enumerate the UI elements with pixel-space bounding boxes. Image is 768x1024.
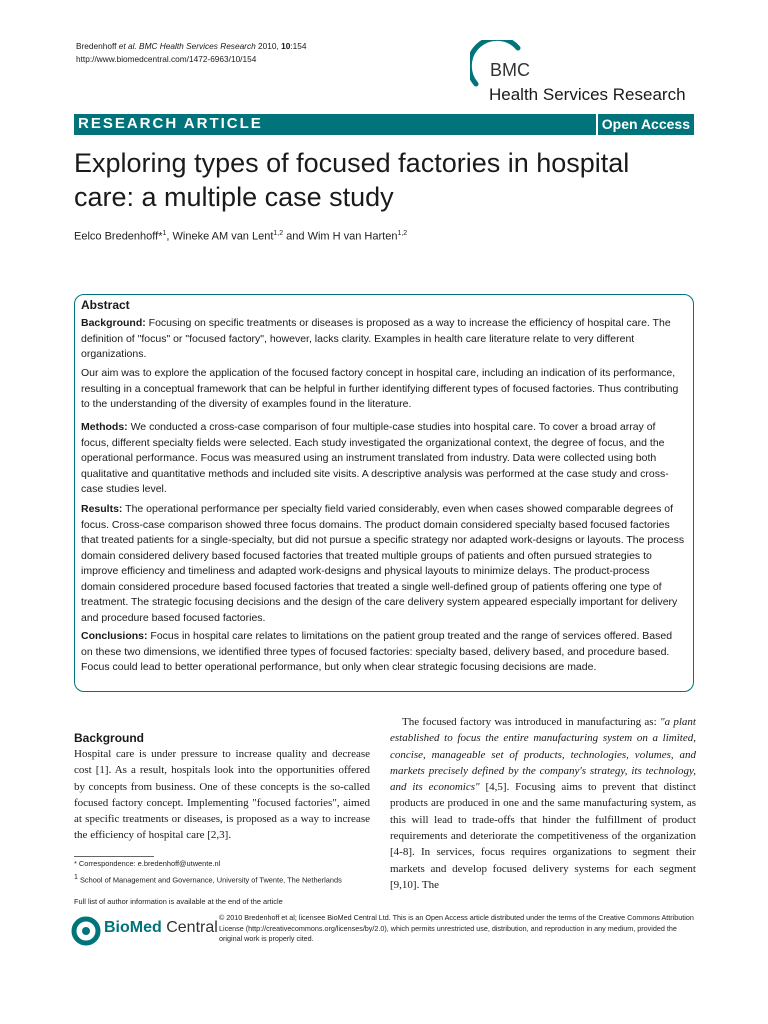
citation-journal: et al. BMC Health Services Research <box>116 41 256 51</box>
author-1-affiliation: 1 <box>162 230 167 237</box>
abstract-results-text: The operational performance per specialty field varied considerably, even when cases showed comparable degrees of focus. Cross-case comparison showed three focus domains. The product domain considered specialty based focused factories that treated patients for a single-specialty, but did not pursue a specific strategy nor adapted work-designs or layouts. The process domain considered delivery based focused factories that treated multiple groups of patients and often pursued strategies to improve efficiency and timeliness and adapted work-designs and physical layouts to minimize delays. The product-process domain considered procedure based focused factories that treated a single well-defined group of patients offering one type of treatment. The strategic focusing decisions and the design of the care delivery system appeared especially important for delivery and procedure based focused factories. <box>81 503 685 624</box>
author-3-affiliation: 1,2 <box>397 230 408 237</box>
author-2-affiliation: 1,2 <box>273 230 284 237</box>
abstract-results <box>81 502 686 626</box>
citation-volume: 10 <box>281 41 291 51</box>
article-type-label: RESEARCH ARTICLE <box>78 115 263 132</box>
abstract-conclusions <box>81 629 686 676</box>
license-notice: © 2010 Bredenhoff et al; licensee BioMed Central Ltd. This is an Open Access article distributed under the terms of the Creative Commons Attribution License (http://creativecommons.org/licenses/by/2.0), which permits unrestricted use, distribution, and reproduction in any medium, provided the original work is properly cited. <box>219 913 694 943</box>
footnote-full-list: Full list of author information is available at the end of the article <box>74 897 283 906</box>
abstract-methods-label: Methods: <box>81 421 128 433</box>
citation-author: Bredenhoff <box>76 41 117 51</box>
biomed-logo-central: Central <box>161 919 218 936</box>
abstract-aim: Our aim was to explore the application of the focused factory concept in hospital care, including an indication of its performance, resulting in a conceptual framework that can be helpful in further identifying different types of focused factories. Thus contributing to the understanding of the diversity of examples found in the literature. <box>81 367 679 410</box>
abstract-background-text: Focusing on specific treatments or diseases is proposed as a way to increase the efficiency of hospital care. The definition of "focus" or "focused factory", however, lacks clarity. Examples in health care literature relate to very different organizations. <box>81 317 671 360</box>
abstract-background-label: Background: <box>81 317 146 329</box>
open-access-badge: Open Access <box>596 114 694 135</box>
footnote-correspondence: * Correspondence: e.bredenhoff@utwente.nl <box>74 859 221 868</box>
journal-logo-bmc: BMC <box>490 60 530 80</box>
biomed-circle-icon <box>70 915 102 947</box>
footnote-divider <box>74 856 154 857</box>
abstract-methods <box>81 420 686 498</box>
article-title: Exploring types of focused factories in hospital care: a multiple case study <box>74 148 630 212</box>
footnote-affiliation-number: 1 <box>74 874 78 881</box>
body-right-intro: The focused factory was introduced in manufacturing as: <box>402 716 660 728</box>
article-type-banner <box>74 114 694 135</box>
abstract-conclusions-label: Conclusions: <box>81 630 148 642</box>
body-right-quote: "a plant established to focus the entire manufacturing system on a limited, concise, manageable set of products, technologies, volumes, and markets precisely defined by the company's strategy, its technology, and its economics" <box>390 716 696 794</box>
footnote-affiliation-text: School of Management and Governance, University of Twente, The Netherlands <box>77 875 342 885</box>
abstract-results-label: Results: <box>81 503 123 515</box>
header-citation <box>76 40 306 65</box>
author-1: Eelco Bredenhoff* <box>74 230 163 243</box>
footnote-affiliation <box>74 873 364 885</box>
author-2: , Wineke AM van Lent <box>166 230 274 243</box>
body-left-column <box>74 730 370 844</box>
biomed-logo-text <box>104 919 218 937</box>
journal-logo-name: Health Services Research <box>489 85 686 104</box>
citation-year: 2010, <box>255 41 282 51</box>
body-right-paragraph <box>390 714 696 893</box>
author-list <box>74 230 407 243</box>
citation-page: :154 <box>290 41 307 51</box>
abstract-heading: Abstract <box>81 298 130 312</box>
biomed-logo-bio: BioMed <box>104 919 162 936</box>
biomed-central-logo <box>70 913 220 949</box>
body-left-paragraph: Hospital care is under pressure to increase quality and decrease cost [1]. As a result, hospitals look into the opportunities offered by concepts from business. One of these concepts is the so-called focused factory concept. Implementing "focused factories", aimed at specific treatments or diseases, is proposed as a way to increase the efficiency of hospital care [2,3]. <box>74 748 370 842</box>
journal-logo <box>470 40 710 112</box>
citation-line-1 <box>76 40 306 53</box>
body-right-rest: [4,5]. Focusing aims to prevent that distinct products are produced in one and the same manufacturing system, as this will lead to trade-offs that hinder the fulfillment of product requirements and deteriorate the competitiveness of the organization [4-8]. In services, focus requires organizations to segment their markets and develop focused delivery systems for each segment [9,10]. The <box>390 781 696 891</box>
author-3: and Wim H van Harten <box>283 230 398 243</box>
section-heading-background: Background <box>74 731 145 745</box>
abstract-background <box>81 316 686 363</box>
abstract-methods-text: We conducted a cross-case comparison of four multiple-case studies into hospital care. To cover a broad array of focus, different specialty fields were selected. Each study investigated the organizational context, the degree of focus, and the operational performance. Focus was measured using an instrument translated from industry. Data were collected using both qualitative and quantitative methods and included site visits. A descriptive analysis was performed at the case study and cross-case studies level. <box>81 421 669 495</box>
citation-url[interactable]: http://www.biomedcentral.com/1472-6963/10/154 <box>76 53 257 64</box>
abstract-conclusions-text: Focus in hospital care relates to limitations on the patient group treated and the range of services offered. Based on these two dimensions, we identified three types of focused factories: specialty based, delivery based, and procedure based. Focus could lead to better operational performance, but only when clear strategic focusing decisions are made. <box>81 630 673 673</box>
